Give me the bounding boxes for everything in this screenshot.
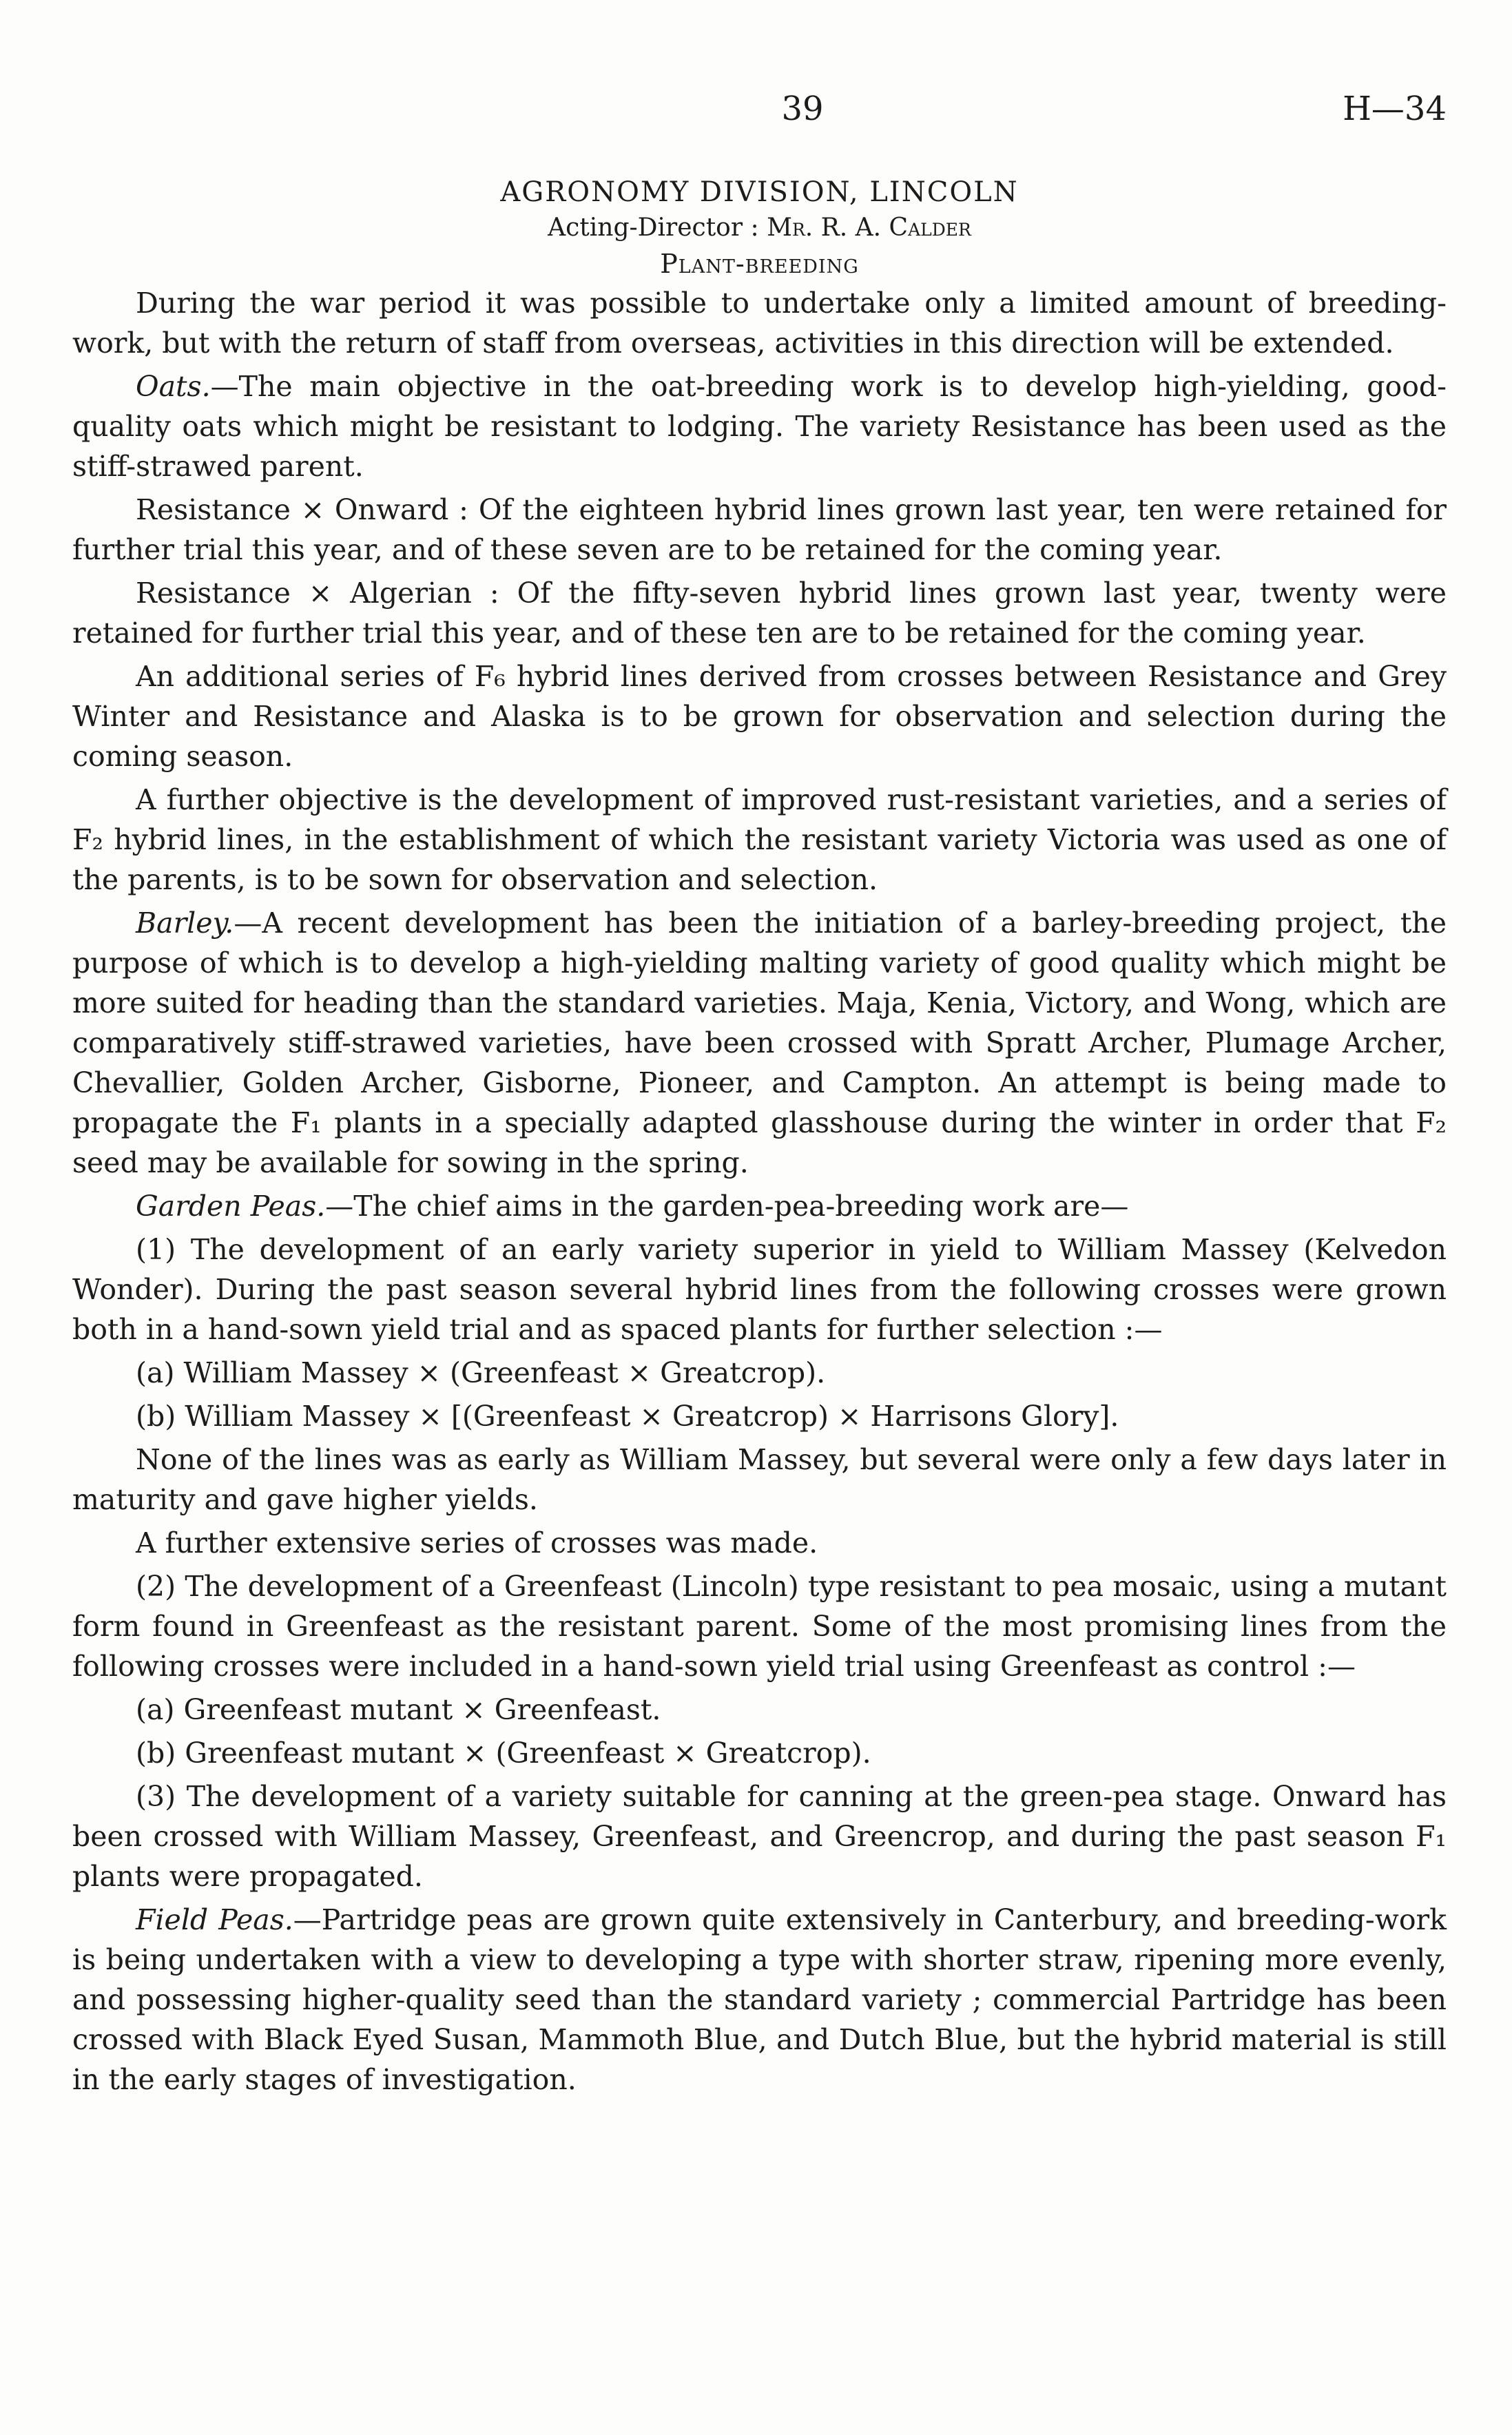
paragraph-text: (2) The development of a Greenfeast (Lincoln) type resistant to pea mosaic, using a mutant form found in Greenfeast as the resistant parent. Some of the most promising lines from the following crosses were included in a hand-sown yield trial using Greenfeast as control :—: [72, 1570, 1447, 1683]
paragraph-text: An additional series of F₆ hybrid lines derived from crosses between Resistance and Grey Winter and Resistance and Alaska is to be grown for observation and selection during the coming season.: [72, 660, 1447, 773]
paragraph: [72, 490, 1447, 570]
document-page: [72, 90, 1447, 2103]
paragraph-text: —The main objective in the oat-breeding work is to develop high-yielding, good-quality oats which might be resistant to lodging. The variety Resistance has been used as the stiff-strawed parent.: [72, 370, 1447, 483]
paragraph: [72, 1566, 1447, 1686]
paragraph-text: During the war period it was possible to undertake only a limited amount of breeding-work, but with the return of staff from overseas, activities in this direction will be extended.: [72, 287, 1447, 360]
paragraph-text: —The chief aims in the garden-pea-breeding work are—: [325, 1190, 1129, 1223]
director-prefix: Acting-Director :: [548, 214, 759, 242]
paragraph-text: A further extensive series of crosses was made.: [136, 1526, 818, 1560]
director-name: Mr. R. A. Calder: [767, 214, 971, 242]
paragraph: [72, 283, 1447, 363]
paragraph-text: Resistance × Algerian : Of the fifty-seven hybrid lines grown last year, twenty were retained for further trial this year, and of these ten are to be retained for the coming year.: [72, 577, 1447, 650]
paragraph: [72, 1900, 1447, 2100]
paragraph-text: —Partridge peas are grown quite extensively in Canterbury, and breeding-work is being undertaken with a view to developing a type with shorter straw, ripening more evenly, and possessing higher-quality seed than the standard variety ; commercial Partridge has been crossed with Black Eyed Susan, Mammoth Blue, and Dutch Blue, but the hybrid material is still in the early stages of investigation.: [72, 1903, 1447, 2096]
paragraph-text: A further objective is the development of improved rust-resistant varieties, and a series of F₂ hybrid lines, in the establishment of which the resistant variety Victoria was used as one of the parents, is to be sown for observation and selection.: [72, 783, 1447, 896]
paragraph: [72, 366, 1447, 486]
paragraph: [72, 1523, 1447, 1563]
paragraph: [72, 780, 1447, 900]
body-text: [72, 283, 1447, 2100]
paragraph: [72, 1776, 1447, 1896]
paragraph-text: —A recent development has been the initiation of a barley-breeding project, the purpose of which is to develop a high-yielding malting variety of good quality which might be more suited for heading than the standard varieties. Maja, Kenia, Victory, and Wong, which are comparatively stiff-strawed varieties, have been crossed with Spratt Archer, Plumage Archer, Chevallier, Golden Archer, Gisborne, Pioneer, and Campton. An attempt is being made to propagate the F₁ plants in a specially adapted glasshouse during the winter in order that F₂ seed may be available for sowing in the spring.: [72, 906, 1447, 1179]
list-item: [72, 1396, 1447, 1436]
paragraph-text: (b) Greenfeast mutant × (Greenfeast × Greatcrop).: [136, 1737, 871, 1770]
paragraph-text: (a) Greenfeast mutant × Greenfeast.: [136, 1693, 661, 1726]
paragraph-lead: Barley.: [136, 906, 234, 940]
page-header: [72, 90, 1447, 145]
paragraph-text: (3) The development of a variety suitable for canning at the green-pea stage. Onward has been crossed with William Massey, Greenfeast, and Greencrop, and during the past season F₁ plants were propagated.: [72, 1780, 1447, 1893]
paragraph: [72, 1230, 1447, 1349]
document-reference: H—34: [1343, 90, 1447, 128]
section-title: Plant-breeding: [660, 249, 859, 279]
list-item: [72, 1690, 1447, 1730]
paragraph-text: (1) The development of an early variety superior in yield to William Massey (Kelvedon Wonder). During the past season several hybrid lines from the following crosses were grown both in a hand-sown yield trial and as spaced plants for further selection :—: [72, 1233, 1447, 1346]
list-item: [72, 1353, 1447, 1393]
paragraph: [72, 656, 1447, 776]
director-line: [72, 214, 1447, 242]
division-heading: AGRONOMY DIVISION, LINCOLN: [500, 176, 1019, 208]
paragraph-text: Resistance × Onward : Of the eighteen hybrid lines grown last year, ten were retained for further trial this year, and of these seven are to be retained for the coming year.: [72, 493, 1447, 566]
page-number: 39: [781, 90, 824, 128]
paragraph-lead: Field Peas.: [136, 1903, 293, 1936]
paragraph-text: (a) William Massey × (Greenfeast × Greatcrop).: [136, 1356, 826, 1389]
paragraph: [72, 1186, 1447, 1226]
list-item: [72, 1733, 1447, 1773]
paragraph: [72, 573, 1447, 653]
paragraph-lead: Oats.: [136, 370, 211, 403]
paragraph-text: (b) William Massey × [(Greenfeast × Greatcrop) × Harrisons Glory].: [136, 1400, 1119, 1433]
paragraph-text: None of the lines was as early as William Massey, but several were only a few days later in maturity and gave higher yields.: [72, 1443, 1447, 1516]
paragraph: [72, 903, 1447, 1183]
paragraph: [72, 1440, 1447, 1520]
paragraph-lead: Garden Peas.: [136, 1190, 326, 1223]
